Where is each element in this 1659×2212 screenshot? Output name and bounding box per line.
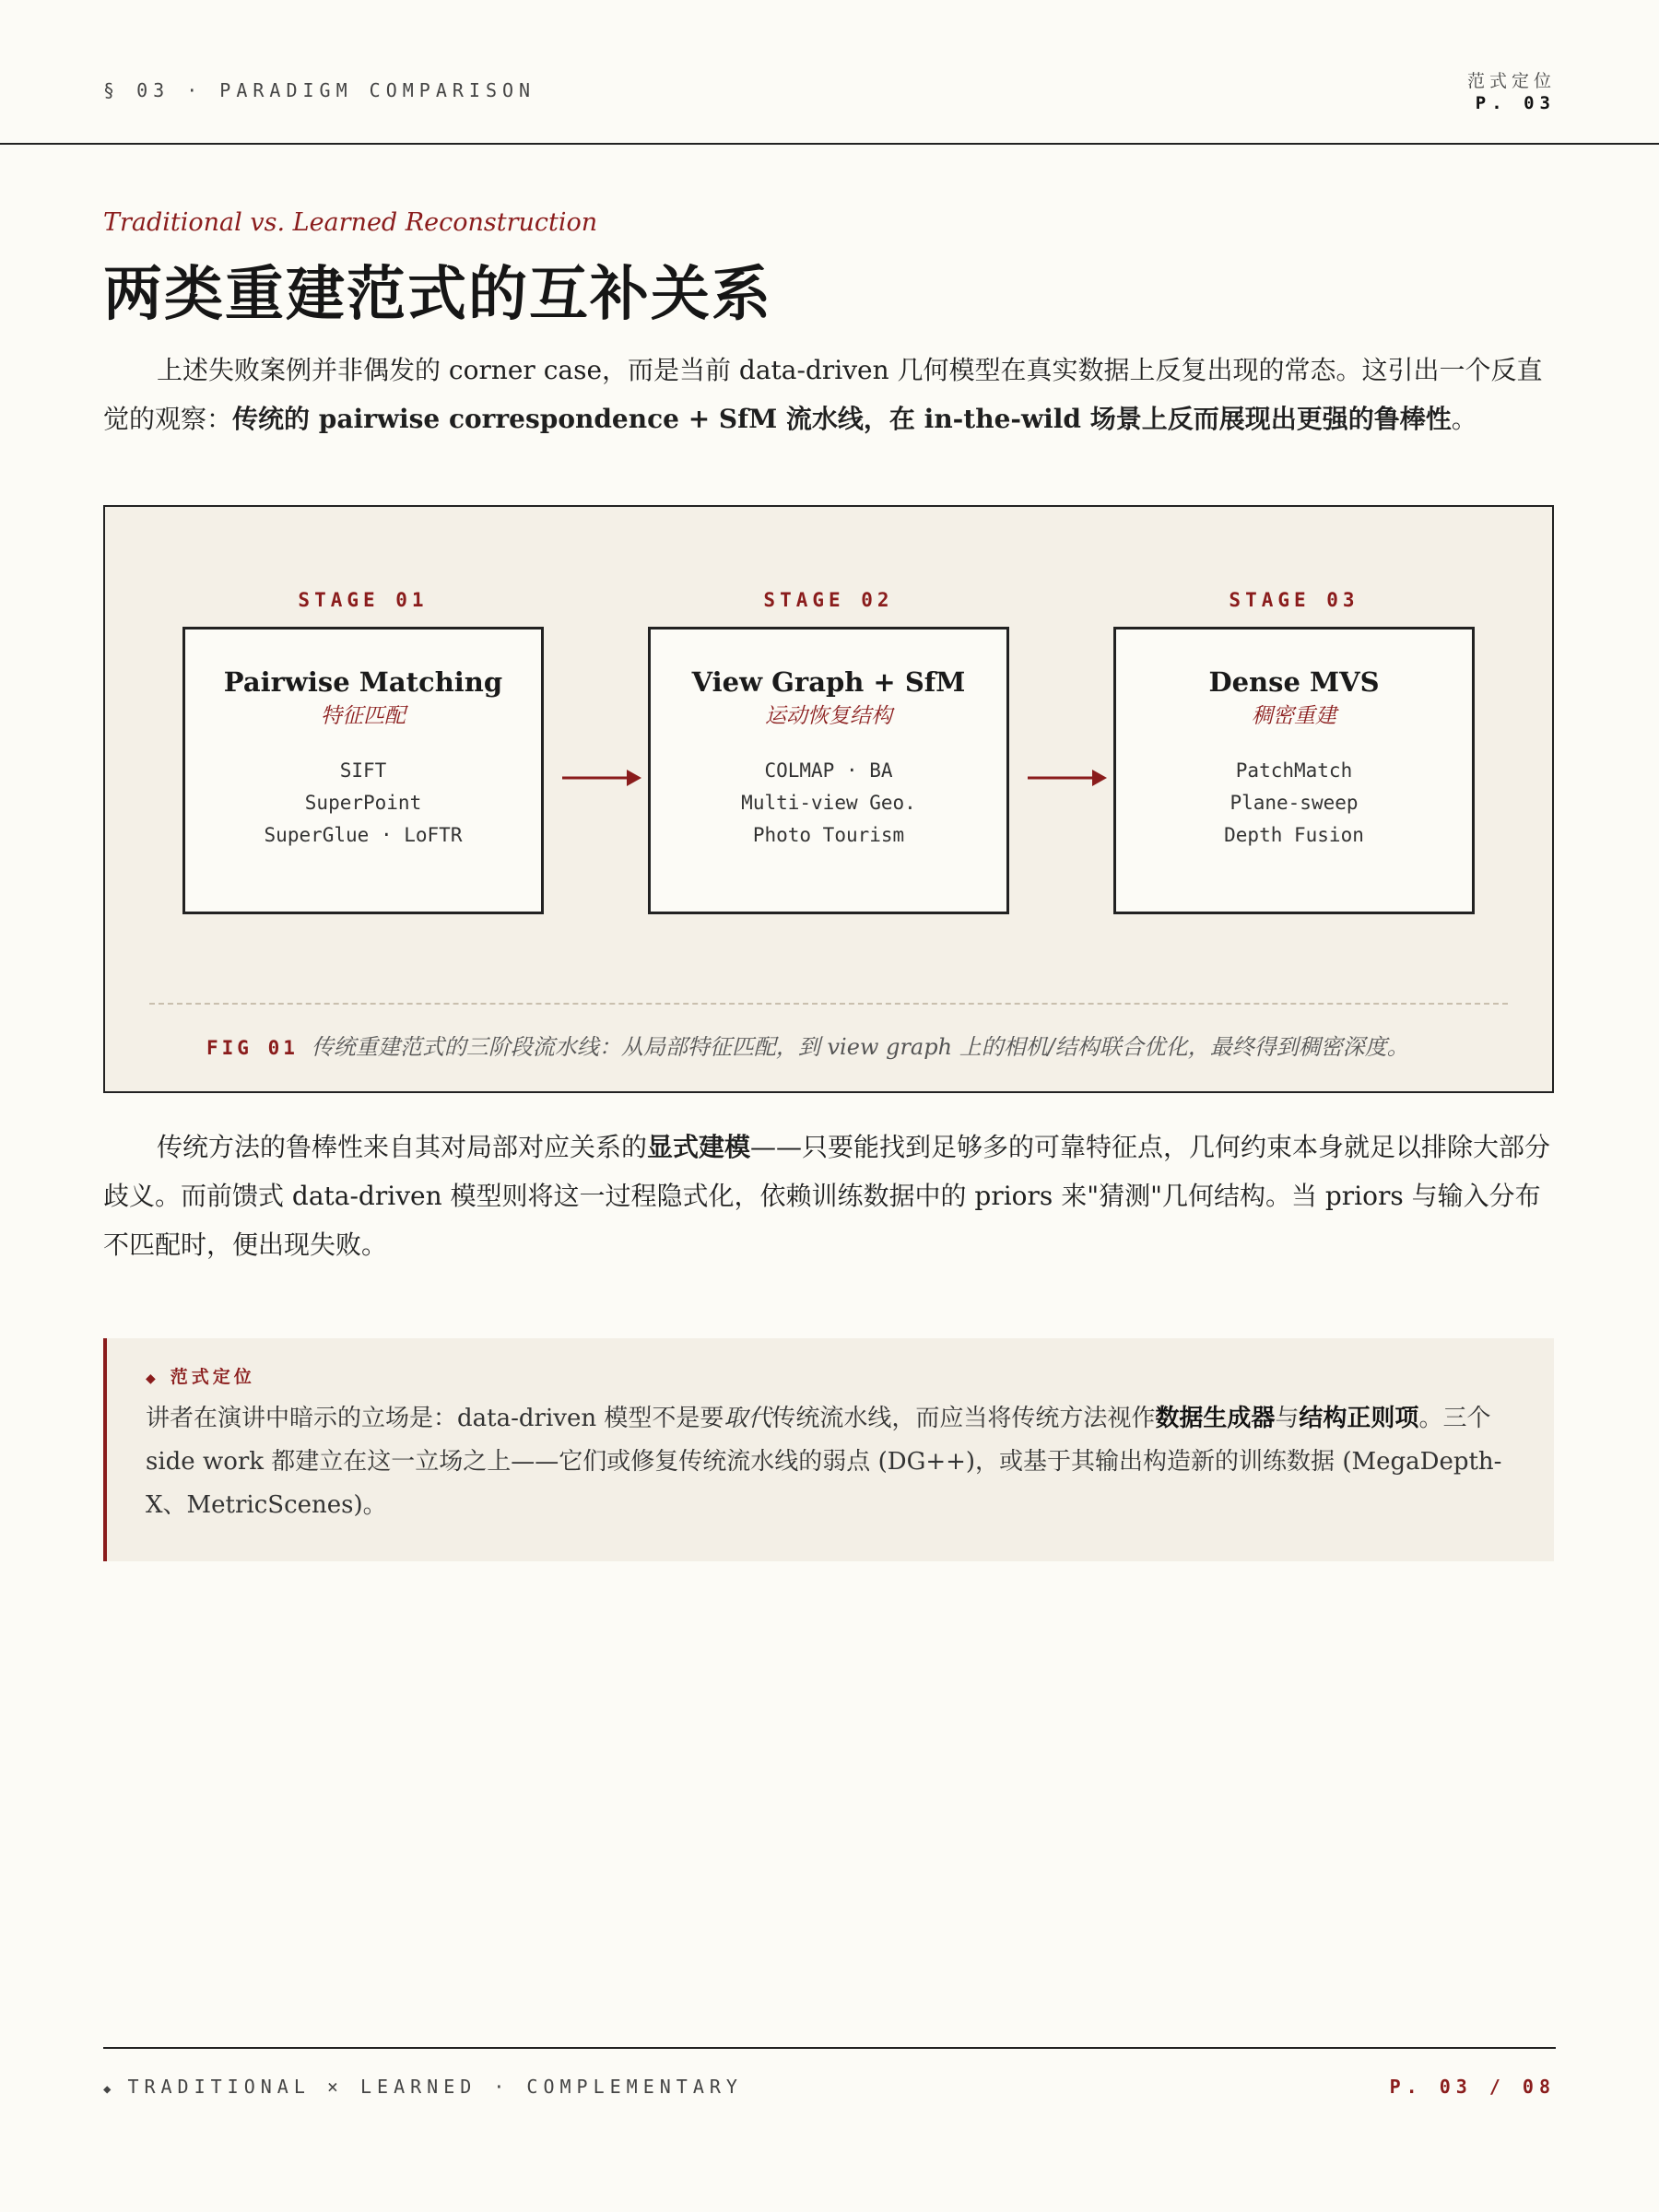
stage-3 <box>1113 586 1475 914</box>
stage-label: STAGE 02 <box>763 589 894 611</box>
body-paragraph <box>103 1123 1556 1269</box>
callout-text: 。三个 side work 都建立在这一立场之上——它们或修复传统流水线的弱点 (DG++)，或基于其输出构造新的训练数据 (MegaDepth-X、MetricScenes)。 <box>146 1405 1502 1519</box>
stage-item: SuperPoint <box>304 792 422 814</box>
stage-2 <box>648 586 1009 914</box>
stage-title: Dense MVS <box>1208 666 1380 698</box>
stage-item: Multi-view Geo. <box>741 792 916 814</box>
stage-subtitle: 稠密重建 <box>1252 704 1336 728</box>
body-lead: 传统方法的鲁棒性来自其对局部对应关系的 <box>157 1132 648 1162</box>
callout-box <box>103 1338 1554 1561</box>
intro-paragraph <box>103 346 1556 443</box>
stage-1 <box>182 586 544 914</box>
stage-item: Depth Fusion <box>1224 824 1364 846</box>
stage-label: STAGE 03 <box>1229 589 1359 611</box>
chapter-label: 范式定位 <box>1466 71 1556 91</box>
running-header <box>103 66 1556 112</box>
stage-title: View Graph + SfM <box>691 666 966 698</box>
intro-tail: 。 <box>1451 404 1477 434</box>
header-divider <box>0 143 1659 145</box>
footer-tag <box>103 2076 743 2098</box>
intro-lead: 上述失败案例并非偶发的 corner case，而是当前 data-driven 几何模型在真实数据上反复出现的常态。这引出一个反直觉的观察： <box>103 355 1543 434</box>
section-tag: § 03 · PARADIGM COMPARISON <box>103 79 536 101</box>
stage-item: COLMAP · BA <box>764 759 893 782</box>
stage-item: Photo Tourism <box>752 824 905 846</box>
callout-italic: 取代 <box>724 1405 772 1432</box>
pipeline-figure <box>103 505 1554 1093</box>
footer-tag-text: TRADITIONAL × LEARNED · COMPLEMENTARY <box>127 2076 743 2098</box>
figure-number: FIG 01 <box>206 1037 299 1059</box>
eyebrow-subtitle: Traditional vs. Learned Reconstruction <box>103 208 598 237</box>
footer-page-number: P. 03 / 08 <box>1389 2076 1556 2098</box>
stage-subtitle: 特征匹配 <box>321 704 406 728</box>
page-title: 两类重建范式的互补关系 <box>103 261 772 329</box>
stage-item: PatchMatch <box>1235 759 1353 782</box>
stage-box <box>182 627 544 914</box>
stage-subtitle: 运动恢复结构 <box>765 704 892 728</box>
arrow-right-icon <box>1026 767 1109 789</box>
callout-body <box>146 1397 1510 1527</box>
arrow-right-icon <box>560 767 643 789</box>
body-tail: ——只要能找到足够多的可靠特征点，几何约束本身就足以排除大部分歧义。而前馈式 data-driven 模型则将这一过程隐式化，依赖训练数据中的 priors 来"猜测"几何结构。当 priors 与输入分布不匹配时，便出现失败。 <box>103 1132 1551 1260</box>
stage-title: Pairwise Matching <box>223 666 503 698</box>
stage-item: SuperGlue · LoFTR <box>264 824 463 846</box>
stage-item: SIFT <box>339 759 387 782</box>
footer-divider <box>103 2047 1556 2049</box>
page-label: P. 03 <box>1475 93 1556 113</box>
stage-box <box>648 627 1009 914</box>
figure-divider <box>149 1003 1508 1005</box>
diamond-icon: ◆ <box>103 2082 117 2097</box>
stage-box <box>1113 627 1475 914</box>
callout-text: 与 <box>1275 1405 1300 1432</box>
callout-bold: 数据生成器 <box>1155 1405 1276 1432</box>
callout-text: 传统流水线，而应当将传统方法视作 <box>771 1405 1156 1432</box>
caption-text: 传统重建范式的三阶段流水线：从局部特征匹配，到 view graph 上的相机/结构联合优化，最终得到稠密深度。 <box>311 1034 1409 1060</box>
body-emphasis: 显式建模 <box>647 1132 751 1162</box>
callout-heading-text: 范式定位 <box>170 1367 255 1387</box>
callout-heading <box>146 1366 1510 1390</box>
intro-emphasis: 传统的 pairwise correspondence + SfM 流水线，在 in-the-wild 场景上反而展现出更强的鲁棒性 <box>232 404 1452 434</box>
figure-caption <box>206 1029 1409 1061</box>
diamond-icon: ◆ <box>146 1371 159 1386</box>
callout-text: 讲者在演讲中暗示的立场是：data-driven 模型不是要 <box>146 1405 724 1432</box>
header-page-marker <box>1467 70 1556 114</box>
stage-item: Plane-sweep <box>1230 792 1359 814</box>
callout-bold: 结构正则项 <box>1299 1405 1419 1432</box>
stage-label: STAGE 01 <box>298 589 429 611</box>
